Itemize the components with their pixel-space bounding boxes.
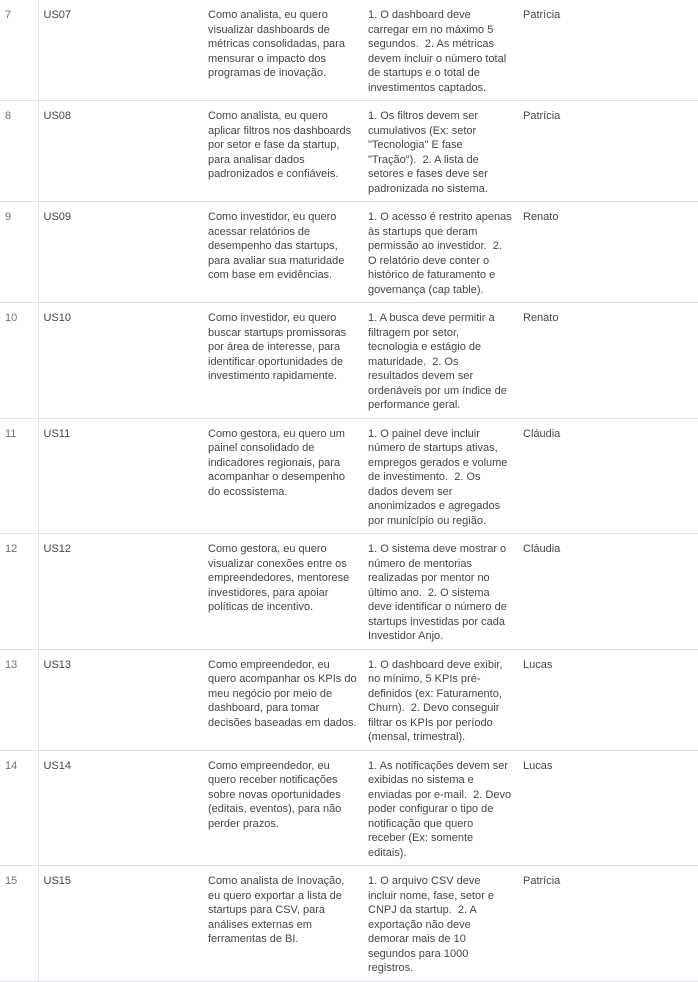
story-id-cell: US13 xyxy=(38,649,203,750)
row-index-cell: 15 xyxy=(0,866,38,982)
owner-cell: Patrícia xyxy=(518,0,698,101)
story-text-cell: Como gestora, eu quero um painel consolidado de indicadores regionais, para acompanhar o desempenho do ecossistema. xyxy=(203,418,363,534)
acceptance-criteria-cell: 1. A busca deve permitir a filtragem por setor, tecnologia e estágio de maturidade. 2. Os resultados devem ser ordenáveis por um índice de performance geral. xyxy=(363,303,518,419)
table-row xyxy=(0,303,698,419)
story-id-cell: US07 xyxy=(38,0,203,101)
acceptance-criteria-cell: 1. O dashboard deve carregar em no máximo 5 segundos. 2. As métricas devem incluir o número total de startups e o total de investimentos captados. xyxy=(363,0,518,101)
table-row xyxy=(0,418,698,534)
row-index-cell: 14 xyxy=(0,750,38,866)
story-text-cell: Como analista, eu quero visualizar dashboards de métricas consolidadas, para mensurar o impacto dos programas de inovação. xyxy=(203,0,363,101)
story-id-cell: US11 xyxy=(38,418,203,534)
story-text-cell: Como empreendedor, eu quero receber notificações sobre novas oportunidades (editais, eventos), para não perder prazos. xyxy=(203,750,363,866)
owner-cell: Lucas xyxy=(518,750,698,866)
acceptance-criteria-cell: 1. O painel deve incluir número de startups ativas, empregos gerados e volume de investimento. 2. Os dados devem ser anonimizados e agregados por município ou região. xyxy=(363,418,518,534)
row-index-cell: 12 xyxy=(0,534,38,650)
table-row xyxy=(0,750,698,866)
story-text-cell: Como analista de Inovação, eu quero exportar a lista de startups para CSV, para análises externas em ferramentas de BI. xyxy=(203,866,363,982)
table-row xyxy=(0,534,698,650)
acceptance-criteria-cell: 1. O arquivo CSV deve incluir nome, fase, setor e CNPJ da startup. 2. A exportação não deve demorar mais de 10 segundos para 1000 registros. xyxy=(363,866,518,982)
story-text-cell: Como gestora, eu quero visualizar conexões entre os empreendedores, mentorese investidores, para apoiar políticas de incentivo. xyxy=(203,534,363,650)
row-index-cell: 11 xyxy=(0,418,38,534)
acceptance-criteria-cell: 1. O sistema deve mostrar o número de mentorias realizadas por mentor no último ano. 2. O sistema deve identificar o número de startups investidas por cada Investidor Anjo. xyxy=(363,534,518,650)
owner-cell: Patrícia xyxy=(518,101,698,202)
story-id-cell: US15 xyxy=(38,866,203,982)
row-index-cell: 7 xyxy=(0,0,38,101)
story-id-cell: US10 xyxy=(38,303,203,419)
acceptance-criteria-cell: 1. As notificações devem ser exibidas no sistema e enviadas por e-mail. 2. Devo poder configurar o tipo de notificação que quero receber (Ex: somente editais). xyxy=(363,750,518,866)
owner-cell: Patrícia xyxy=(518,866,698,982)
acceptance-criteria-cell: 1. O dashboard deve exibir, no mínimo, 5 KPIs pré-definidos (ex: Faturamento, Churn). 2. Devo conseguir filtrar os KPIs por período (mensal, trimestral). xyxy=(363,649,518,750)
table-row xyxy=(0,202,698,303)
owner-cell: Renato xyxy=(518,202,698,303)
acceptance-criteria-cell: 1. O acesso é restrito apenas às startups que deram permissão ao investidor. 2. O relatório deve conter o histórico de faturamento e governança (cap table). xyxy=(363,202,518,303)
row-index-cell: 8 xyxy=(0,101,38,202)
owner-cell: Cláudia xyxy=(518,418,698,534)
owner-cell: Cláudia xyxy=(518,534,698,650)
table-row xyxy=(0,866,698,982)
acceptance-criteria-cell: 1. Os filtros devem ser cumulativos (Ex: setor "Tecnologia" E fase "Tração"). 2. A lista de setores e fases deve ser padronizada no sistema. xyxy=(363,101,518,202)
table-row xyxy=(0,649,698,750)
table-row xyxy=(0,101,698,202)
story-id-cell: US12 xyxy=(38,534,203,650)
story-text-cell: Como investidor, eu quero acessar relatórios de desempenho das startups, para avaliar sua maturidade com base em evidências. xyxy=(203,202,363,303)
owner-cell: Lucas xyxy=(518,649,698,750)
story-text-cell: Como analista, eu quero aplicar filtros nos dashboards por setor e fase da startup, para analisar dados padronizados e confiáveis. xyxy=(203,101,363,202)
row-index-cell: 10 xyxy=(0,303,38,419)
story-id-cell: US09 xyxy=(38,202,203,303)
story-id-cell: US14 xyxy=(38,750,203,866)
story-text-cell: Como empreendedor, eu quero acompanhar os KPIs do meu negócio por meio de dashboard, para tomar decisões baseadas em dados. xyxy=(203,649,363,750)
table-row xyxy=(0,0,698,101)
owner-cell: Renato xyxy=(518,303,698,419)
row-index-cell: 9 xyxy=(0,202,38,303)
story-id-cell: US08 xyxy=(38,101,203,202)
story-text-cell: Como investidor, eu quero buscar startups promissoras por área de interesse, para identificar oportunidades de investimento rapidamente. xyxy=(203,303,363,419)
row-index-cell: 13 xyxy=(0,649,38,750)
